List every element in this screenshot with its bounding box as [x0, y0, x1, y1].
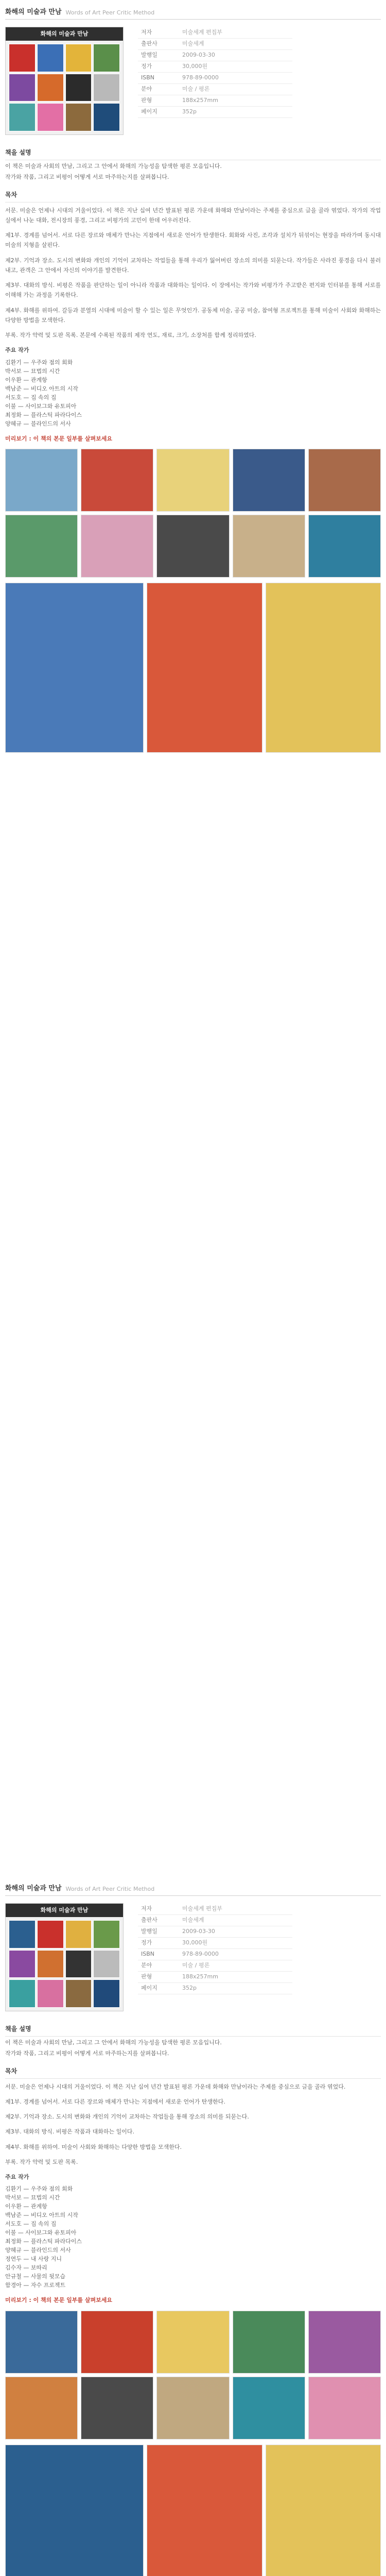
book-meta — [138, 27, 292, 140]
cover-swatch — [65, 1920, 92, 1948]
cover-swatch — [37, 74, 64, 102]
body-paragraph: 제4부. 화해를 위하여. 갈등과 분열의 시대에 미술이 할 수 있는 일은 무엇인가. 공동체 미술, 공공 미술, 참여형 프로젝트를 통해 미술이 사회와 화해하는 다양한 방법을 모색한다. — [5, 307, 381, 324]
meta-row — [138, 1971, 292, 1982]
artwork-image — [156, 449, 229, 512]
artist-item: 이불 — 사이보그와 유토피아 — [5, 2229, 77, 2236]
meta-key: 판형 — [138, 1971, 179, 1982]
meta-key: 분야 — [138, 1960, 179, 1971]
artist-item: 서도호 — 집 속의 집 — [5, 2221, 57, 2228]
meta-row — [138, 1926, 292, 1937]
book-cover-image — [5, 27, 124, 135]
meta-key: 저자 — [138, 1903, 179, 1914]
meta-row — [138, 1960, 292, 1971]
book-section-2 — [0, 1883, 386, 2576]
artwork-image — [233, 2311, 305, 2374]
artwork-image — [5, 2311, 78, 2374]
body-paragraph: 제2부. 기억과 장소. 도시의 변화와 개인의 기억이 교차하는 작업들을 통해 장소의 의미를 되묻는다. — [5, 2113, 249, 2120]
artwork-gallery — [5, 2311, 381, 2439]
artist-item: 김수자 — 보따리 — [5, 2264, 47, 2272]
cover-swatch — [9, 103, 36, 131]
meta-value: 2009-03-30 — [179, 49, 292, 61]
cover-swatch — [93, 1950, 120, 1978]
intro-paragraph: 작가와 작품, 그리고 비평이 어떻게 서로 마주하는지를 살펴봅니다. — [5, 2050, 169, 2057]
cover-swatch — [65, 103, 92, 131]
body-text — [5, 2082, 381, 2167]
artist-item: 정연두 — 내 사랑 지니 — [5, 2256, 62, 2263]
cover-swatch — [65, 1979, 92, 2008]
meta-key: 페이지 — [138, 1982, 179, 1994]
cover-swatch — [37, 1920, 64, 1948]
book-meta-table — [138, 1903, 292, 1994]
book-info — [5, 27, 381, 140]
meta-value: 978-89-0000 — [179, 1948, 292, 1960]
cover-swatch — [9, 44, 36, 72]
meta-key: 발행일 — [138, 1926, 179, 1937]
featured-artwork-image — [266, 2445, 381, 2576]
meta-value: 188x257mm — [179, 1971, 292, 1982]
cover-swatch — [65, 1950, 92, 1978]
featured-artwork-image — [5, 583, 144, 753]
preview-link[interactable]: 미리보기 : 이 책의 본문 일부를 살펴보세요 — [5, 435, 113, 442]
intro-text — [5, 161, 381, 182]
cover-banner: 화해의 미술과 만남 — [6, 27, 123, 41]
cover-artwork-grid — [9, 1920, 120, 2008]
artwork-image — [81, 449, 153, 512]
meta-key: 정가 — [138, 1937, 179, 1948]
artwork-image — [156, 2377, 229, 2439]
artist-item: 박서보 — 묘법의 시간 — [5, 367, 60, 375]
meta-value: 미술세계 — [179, 1914, 292, 1926]
meta-row — [138, 72, 292, 83]
meta-key: 출판사 — [138, 38, 179, 49]
artwork-image — [308, 515, 381, 578]
section-header — [5, 6, 381, 20]
contents-heading: 목차 — [5, 190, 381, 202]
artwork-image — [308, 2377, 381, 2439]
artwork-image — [233, 515, 305, 578]
artist-item: 백남준 — 비디오 아트의 시작 — [5, 385, 78, 392]
meta-key: 발행일 — [138, 49, 179, 61]
featured-artworks — [5, 2445, 381, 2576]
artwork-image — [308, 449, 381, 512]
cover-swatch — [93, 1920, 120, 1948]
artwork-image — [5, 2377, 78, 2439]
artwork-image — [5, 515, 78, 578]
artist-item: 김환기 — 우주와 점의 회화 — [5, 359, 73, 366]
meta-row — [138, 38, 292, 49]
intro-heading: 책을 설명 — [5, 2024, 381, 2037]
meta-key: 페이지 — [138, 106, 179, 117]
cover-swatch — [9, 1920, 36, 1948]
book-subtitle: Words of Art Peer Critic Method — [65, 1885, 155, 1892]
artist-item: 서도호 — 집 속의 집 — [5, 394, 57, 401]
cover-swatch — [9, 1950, 36, 1978]
meta-value: 미술세계 편집부 — [179, 1903, 292, 1914]
meta-value: 30,000원 — [179, 61, 292, 72]
meta-value: 30,000원 — [179, 1937, 292, 1948]
artwork-image — [156, 2311, 229, 2374]
meta-row — [138, 95, 292, 106]
cover-banner: 화해의 미술과 만남 — [6, 1904, 123, 1917]
cover-artwork-grid — [9, 44, 120, 131]
body-paragraph: 제3부. 대화의 방식. 비평은 작품을 판단하는 일이 아니라 작품과 대화하는 일이다. 이 장에서는 작가와 비평가가 주고받은 편지와 인터뷰를 통해 서로를 이해해 가는 과정을 기록한다. — [5, 282, 381, 299]
book-cover-image — [5, 1903, 124, 2011]
cover-swatch — [65, 44, 92, 72]
body-paragraph: 부록. 작가 약력 및 도판 목록. — [5, 2158, 78, 2165]
artist-item: 함경아 — 자수 프로젝트 — [5, 2282, 66, 2289]
meta-row — [138, 1937, 292, 1948]
meta-row — [138, 27, 292, 38]
artists-heading: 주요 작가 — [5, 347, 29, 354]
contents-heading: 목차 — [5, 2066, 381, 2079]
book-meta-table — [138, 27, 292, 118]
featured-artwork-image — [266, 583, 381, 753]
intro-text — [5, 2038, 381, 2059]
artwork-image — [81, 2311, 153, 2374]
featured-artwork-image — [147, 583, 262, 753]
book-section-1 — [0, 6, 386, 1876]
artists-heading: 주요 작가 — [5, 2174, 29, 2180]
featured-artwork-image — [5, 2445, 144, 2576]
cover-swatch — [93, 44, 120, 72]
body-paragraph: 제1부. 경계를 넘어서. 서로 다른 장르와 매체가 만나는 지점에서 새로운 언어가 탄생한다. 회화와 사진, 조각과 설치가 뒤섞이는 현장을 따라가며 동시대 미술의 지형을 살핀다. — [5, 232, 381, 249]
cover-swatch — [9, 74, 36, 102]
meta-key: ISBN — [138, 72, 179, 83]
artist-item: 김환기 — 우주와 점의 회화 — [5, 2185, 73, 2193]
section-header — [5, 1883, 381, 1896]
artwork-image — [308, 2311, 381, 2374]
meta-key: 판형 — [138, 95, 179, 106]
meta-row — [138, 83, 292, 95]
intro-paragraph: 이 책은 미술과 사회의 만남, 그리고 그 안에서 화해의 가능성을 탐색한 평론 모음입니다. — [5, 163, 222, 170]
book-title: 화해의 미술과 만남 — [5, 1885, 62, 1893]
meta-key: 출판사 — [138, 1914, 179, 1926]
meta-value: 미술세계 — [179, 38, 292, 49]
artist-item: 박서보 — 묘법의 시간 — [5, 2194, 60, 2201]
meta-row — [138, 106, 292, 117]
meta-value: 188x257mm — [179, 95, 292, 106]
intro-paragraph: 작가와 작품, 그리고 비평이 어떻게 서로 마주하는지를 살펴봅니다. — [5, 174, 169, 181]
artist-list — [5, 2184, 381, 2289]
body-paragraph: 제1부. 경계를 넘어서. 서로 다른 장르와 매체가 만나는 지점에서 새로운 언어가 탄생한다. — [5, 2098, 225, 2105]
featured-artworks — [5, 583, 381, 753]
cover-swatch — [37, 44, 64, 72]
cover-swatch — [93, 103, 120, 131]
artwork-image — [5, 449, 78, 512]
meta-key: ISBN — [138, 1948, 179, 1960]
meta-row — [138, 1982, 292, 1994]
artist-item: 안규철 — 사물의 뒷모습 — [5, 2273, 66, 2280]
cover-swatch — [65, 74, 92, 102]
cover-swatch — [37, 103, 64, 131]
book-meta — [138, 1903, 292, 2016]
cover-swatch — [9, 1979, 36, 2008]
artist-item: 이불 — 사이보그와 유토피아 — [5, 402, 77, 410]
meta-value: 978-89-0000 — [179, 72, 292, 83]
artist-item: 양혜규 — 블라인드의 서사 — [5, 2247, 71, 2254]
body-paragraph: 제2부. 기억과 장소. 도시의 변화와 개인의 기억이 교차하는 작업들을 통해 우리가 잃어버린 장소의 의미를 되묻는다. 작가들은 사라진 풍경을 다시 불러내고, 관객은 그 안에서 자신의 이야기를 발견한다. — [5, 257, 381, 274]
meta-key: 정가 — [138, 61, 179, 72]
artist-item: 백남준 — 비디오 아트의 시작 — [5, 2212, 78, 2219]
book-info — [5, 1903, 381, 2016]
meta-value: 352p — [179, 1982, 292, 1994]
meta-value: 2009-03-30 — [179, 1926, 292, 1937]
meta-row — [138, 1903, 292, 1914]
cover-swatch — [93, 1979, 120, 2008]
preview-link[interactable]: 미리보기 : 이 책의 본문 일부를 살펴보세요 — [5, 2297, 113, 2304]
artist-item: 이우환 — 관계항 — [5, 2203, 47, 2210]
body-paragraph: 제4부. 화해를 위하여. 미술이 사회와 화해하는 다양한 방법을 모색한다. — [5, 2143, 182, 2150]
meta-row — [138, 61, 292, 72]
meta-row — [138, 49, 292, 61]
body-text — [5, 206, 381, 341]
meta-value: 미술세계 편집부 — [179, 27, 292, 38]
artwork-image — [81, 2377, 153, 2439]
book-subtitle: Words of Art Peer Critic Method — [65, 9, 155, 16]
artwork-image — [233, 2377, 305, 2439]
artist-item: 최정화 — 플라스틱 파라다이스 — [5, 2238, 82, 2245]
meta-row — [138, 1914, 292, 1926]
artist-item: 최정화 — 플라스틱 파라다이스 — [5, 411, 82, 418]
body-paragraph: 제3부. 대화의 방식. 비평은 작품과 대화하는 일이다. — [5, 2128, 134, 2136]
artist-list — [5, 358, 381, 428]
book-title: 화해의 미술과 만남 — [5, 8, 62, 16]
artist-item: 이우환 — 관계항 — [5, 376, 47, 383]
artwork-gallery — [5, 449, 381, 578]
body-paragraph: 서문. 미술은 언제나 시대의 거울이었다. 이 책은 지난 십여 년간 발표된 평론 가운데 화해와 만남이라는 주제를 중심으로 글을 골라 엮었다. — [5, 2083, 346, 2090]
artist-item: 양혜규 — 블라인드의 서사 — [5, 420, 71, 427]
meta-row — [138, 1948, 292, 1960]
cover-swatch — [37, 1979, 64, 2008]
featured-artwork-image — [147, 2445, 262, 2576]
cover-swatch — [37, 1950, 64, 1978]
body-paragraph: 부록. 작가 약력 및 도판 목록. 본문에 수록된 작품의 제작 연도, 재료, 크기, 소장처를 함께 정리하였다. — [5, 332, 256, 338]
meta-value: 미술 / 평론 — [179, 83, 292, 95]
intro-heading: 책을 설명 — [5, 147, 381, 160]
meta-value: 352p — [179, 106, 292, 117]
body-paragraph: 서문. 미술은 언제나 시대의 거울이었다. 이 책은 지난 십여 년간 발표된 평론 가운데 화해와 만남이라는 주제를 중심으로 글을 골라 엮었다. 작가의 작업실에서 나눈 대화, 전시장의 풍경, 그리고 비평가의 고민이 한데 어우러진다. — [5, 207, 381, 224]
cover-swatch — [93, 74, 120, 102]
artwork-image — [233, 449, 305, 512]
artwork-image — [156, 515, 229, 578]
meta-key: 분야 — [138, 83, 179, 95]
intro-paragraph: 이 책은 미술과 사회의 만남, 그리고 그 안에서 화해의 가능성을 탐색한 평론 모음입니다. — [5, 2039, 222, 2046]
meta-value: 미술 / 평론 — [179, 1960, 292, 1971]
meta-key: 저자 — [138, 27, 179, 38]
artwork-image — [81, 515, 153, 578]
